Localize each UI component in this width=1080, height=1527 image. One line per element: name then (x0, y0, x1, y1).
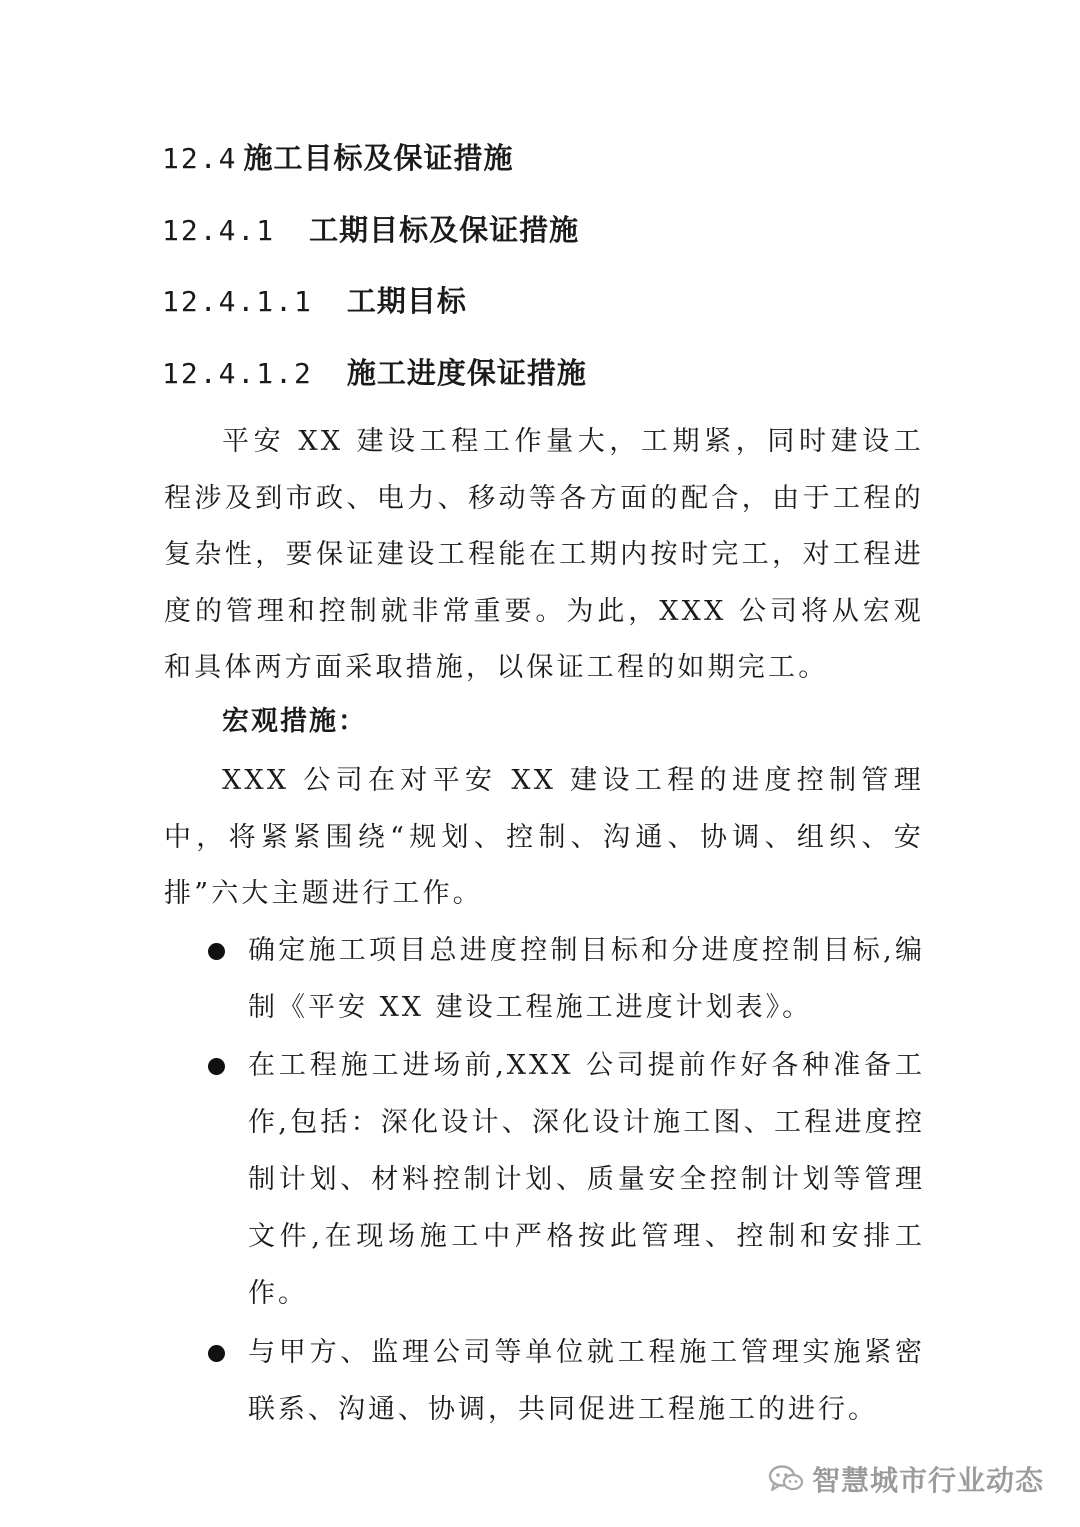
intro-paragraph: 平安 XX 建设工程工作量大，工期紧，同时建设工程涉及到市政、电力、移动等各方面的配合，由于工程的复杂性，要保证建设工程能在工期内按时完工，对工程进度的管理和控制就非常重要。为此，XXX 公司将从宏观和具体两方面采取措施，以保证工程的如期完工。 (164, 426, 924, 683)
list-item-text: 与甲方、监理公司等单位就工程施工管理实施紧密联系、沟通、协调，共同促进工程施工的进行。 (248, 1337, 925, 1425)
watermark-text: 智慧城市行业动态 (811, 1464, 1044, 1497)
list-item (205, 1037, 925, 1322)
section-heading-12-4-1 (162, 212, 579, 249)
list-item (205, 922, 925, 1036)
heading-number: 12.4.1.1 (162, 285, 313, 318)
section-heading-12-4-1-1 (162, 283, 467, 320)
bullet-icon (208, 943, 225, 960)
macro-intro-paragraph: XXX 公司在对平安 XX 建设工程的进度控制管理中，将紧紧围绕“规划、控制、沟通、协调、组织、安排”六大主题进行工作。 (164, 765, 924, 909)
watermark (768, 1459, 1044, 1499)
list-item-text: 在工程施工进场前,XXX 公司提前作好各种准备工作,包括：深化设计、深化设计施工图、工程进度控制计划、材料控制计划、质量安全控制计划等管理文件,在现场施工中严格按此管理、控制和安排工作。 (248, 1050, 925, 1309)
macro-measures-heading: 宏观措施： (222, 706, 367, 737)
section-heading-12-4-1-2 (162, 355, 587, 392)
list-item (205, 1324, 925, 1438)
heading-title: 工期目标 (346, 284, 467, 318)
bullet-icon (208, 1345, 225, 1362)
heading-title: 施工目标及保证措施 (243, 141, 514, 175)
heading-title: 施工进度保证措施 (346, 356, 587, 390)
heading-number: 12.4 (162, 142, 238, 175)
list-item-text: 确定施工项目总进度控制目标和分进度控制目标,编制《平安 XX 建设工程施工进度计划表》。 (248, 935, 925, 1023)
heading-number: 12.4.1 (162, 214, 276, 247)
heading-title: 工期目标及保证措施 (309, 213, 580, 247)
section-heading-12-4 (162, 140, 513, 177)
bullet-icon (208, 1058, 225, 1075)
heading-number: 12.4.1.2 (162, 357, 313, 390)
wechat-icon (768, 1465, 804, 1493)
measures-bullet-list (205, 922, 925, 1438)
